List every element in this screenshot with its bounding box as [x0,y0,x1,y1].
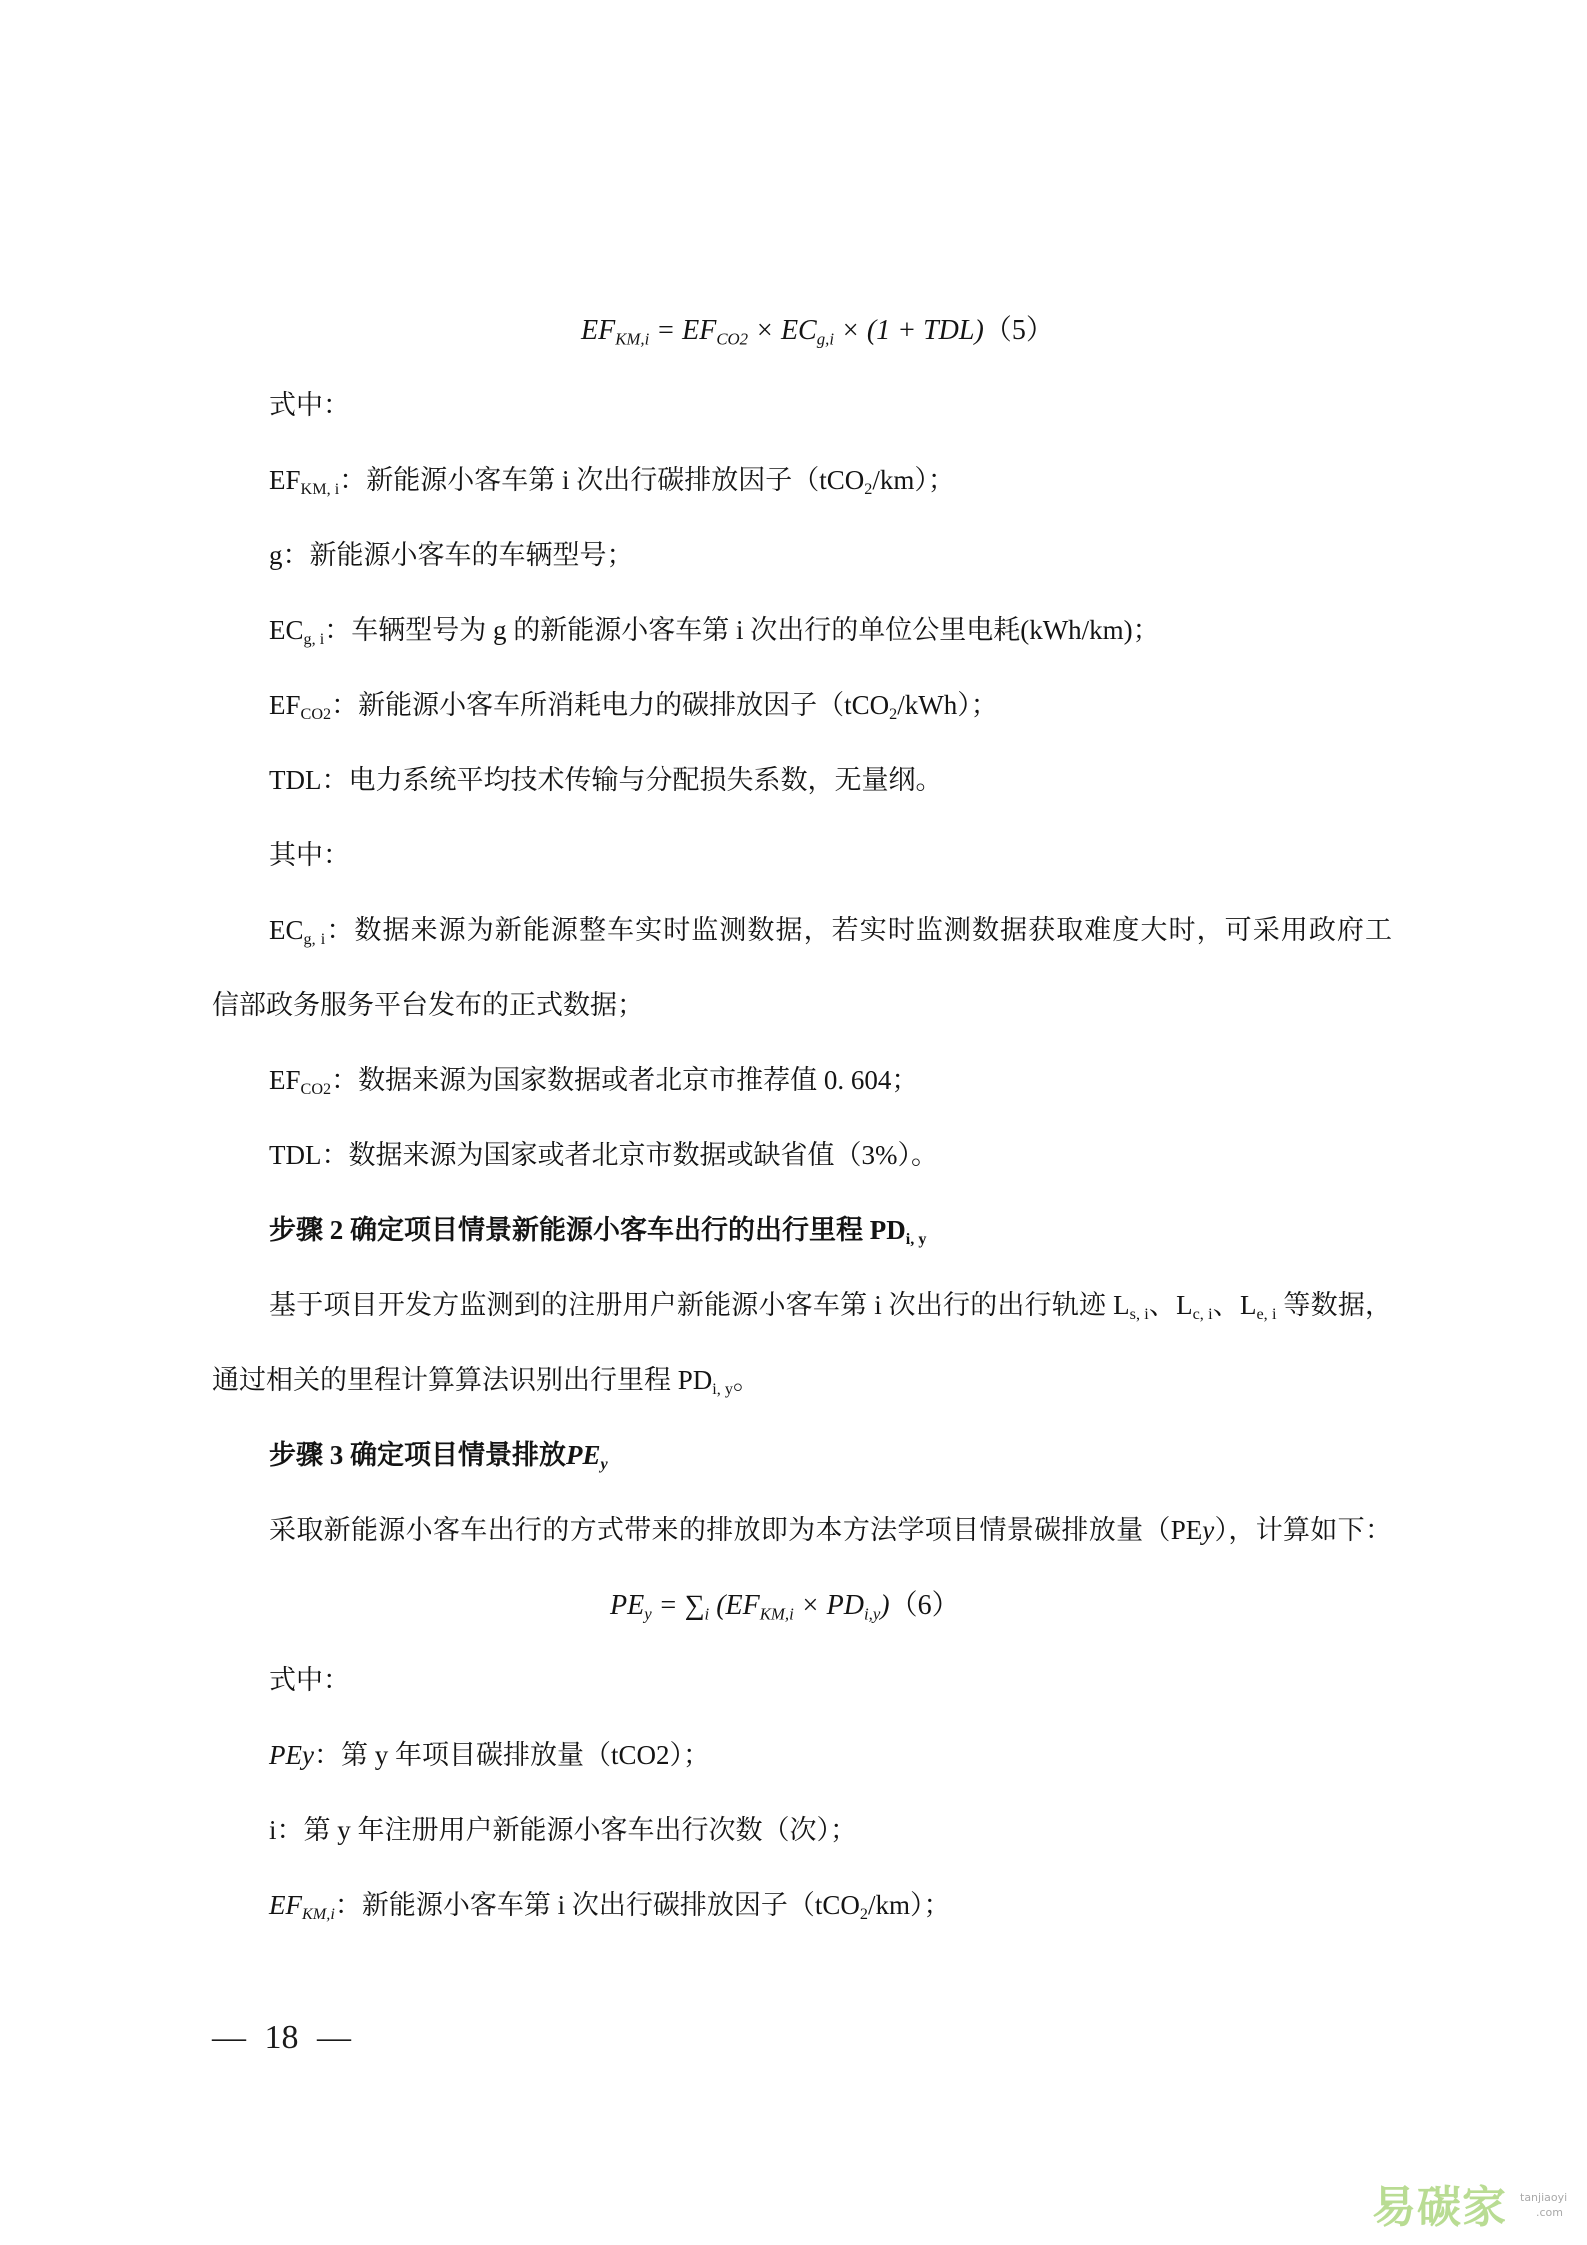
symbol: EF [269,1065,301,1095]
definition-tdl [212,743,1392,818]
symbol: EC [269,615,304,645]
formula-5 [212,293,1392,368]
source-ec-line-1 [212,893,1392,968]
step-3-heading-symbol: PE [566,1440,601,1470]
formula-6-number: （6） [889,1590,960,1621]
body-text: 通过相关的里程计算算法识别出行里程 PD [212,1365,713,1395]
definition-ef-km-italic [212,1868,1392,1943]
definition-text: ：新能源小客车所消耗电力的碳排放因子（tCO [331,690,890,720]
definition-text: ：第 y 年项目碳排放量（tCO2）； [313,1740,710,1770]
definition-text: ：新能源小客车第 i 次出行碳排放因子（tCO [334,1890,860,1920]
definition-ec [212,593,1392,668]
step-3-heading [212,1418,1392,1493]
definition-ef-co2 [212,668,1392,743]
symbol: EC [269,915,304,945]
definition-text: /kWh）； [897,690,998,720]
formula-6-subscript: i [704,1604,710,1624]
formula-5-term: × (1 + TDL) [834,315,984,346]
formula-5-term: × EC [748,315,817,346]
body-text: 、L [1148,1290,1193,1320]
definition-text: /km）； [872,465,955,495]
source-text: 信部政务服务平台发布的正式数据； [212,990,644,1020]
formula-6-subscript: i,y [863,1604,881,1624]
formula-6-term: PE [610,1590,645,1621]
symbol: EF [269,465,301,495]
watermark-domain-suffix: .com [1536,2206,1563,2219]
step-2-heading-subscript: i, y [905,1230,927,1249]
body-subscript: c, i [1192,1305,1213,1324]
step-2-heading-text: 步骤 2 确定项目情景新能源小客车出行的出行里程 PD [269,1215,906,1245]
step-3-heading-subscript: y [600,1455,608,1474]
watermark-domain-name: tanjiaoyi [1520,2191,1568,2204]
where-label [212,1643,1392,1718]
among-label-text: 其中： [269,840,350,870]
watermark-brand: 易碳家 [1372,2182,1507,2233]
source-ef-co2 [212,1043,1392,1118]
definition-text: ：新能源小客车第 i 次出行碳排放因子（tCO [339,465,865,495]
where-label-text: 式中： [269,1665,350,1695]
step-2-body-line-1 [212,1268,1392,1343]
unit-subscript: 2 [889,705,898,724]
step-2-body-line-2 [212,1343,1392,1418]
source-tdl [212,1118,1392,1193]
body-subscript: s, i [1129,1305,1149,1324]
formula-5-subscript: KM,i [615,329,650,349]
page-number: — 18 — [212,2019,351,2056]
document-body [212,293,1392,1943]
where-label-text: 式中： [269,390,350,420]
body-text: 基于项目开发方监测到的注册用户新能源小客车第 i 次出行的出行轨迹 L [269,1290,1130,1320]
unit-subscript: 2 [859,1905,868,1924]
definition-g [212,518,1392,593]
source-text: ：数据来源为新能源整车实时监测数据，若实时监测数据获取难度大时，可采用政府工 [325,915,1393,945]
symbol: PEy [269,1740,314,1770]
formula-5-term: EF [581,315,616,346]
formula-6-term: = ∑ [651,1590,705,1621]
where-label [212,368,1392,443]
watermark-domain [1520,2190,1567,2220]
formula-5-subscript: g,i [816,329,834,349]
body-subscript: i, y [712,1380,733,1399]
symbol-subscript: g, i [303,930,326,949]
symbol: EF [269,690,301,720]
body-text: ），计算如下： [1214,1515,1392,1545]
among-label [212,818,1392,893]
source-text: ：数据来源为国家数据或者北京市推荐值 0. 604； [331,1065,919,1095]
step-3-body [212,1493,1392,1568]
formula-6-term: × PD [793,1590,864,1621]
definition-ef-km [212,443,1392,518]
watermark-logo [1372,2178,1580,2238]
body-subscript: e, i [1256,1305,1277,1324]
symbol-subscript: CO2 [300,1080,332,1099]
formula-6 [212,1568,1392,1643]
formula-6-term: (EF [709,1590,760,1621]
symbol-subscript: g, i [303,630,325,649]
formula-6-term: ) [880,1590,890,1621]
body-text: 。 [732,1365,760,1395]
body-text: 、L [1212,1290,1257,1320]
formula-5-term: = EF [649,315,717,346]
symbol-subscript: KM,i [302,1905,335,1924]
symbol-subscript: CO2 [300,705,332,724]
formula-6-subscript: y [644,1604,652,1624]
symbol-subscript: KM, i [300,480,340,499]
definition-text: g：新能源小客车的车辆型号； [269,540,634,570]
source-ec-line-2 [212,968,1392,1043]
unit-subscript: 2 [864,480,873,499]
symbol: EF [269,1890,302,1920]
body-text: 采取新能源小客车出行的方式带来的排放即为本方法学项目情景碳排放量（PE [269,1515,1203,1545]
body-text: 等数据， [1276,1290,1393,1320]
formula-5-number: （5） [983,315,1054,346]
definition-i [212,1793,1392,1868]
step-3-heading-text: 步骤 3 确定项目情景排放 [269,1440,566,1470]
source-text: TDL：数据来源为国家或者北京市数据或缺省值（3%）。 [269,1140,938,1170]
definition-text: TDL：电力系统平均技术传输与分配损失系数，无量纲。 [269,765,943,795]
formula-5-subscript: CO2 [716,329,749,349]
formula-6-subscript: KM,i [759,1604,794,1624]
body-italic-symbol: y [1202,1515,1215,1545]
definition-text: i：第 y 年注册用户新能源小客车出行次数（次）； [269,1815,858,1845]
definition-pey [212,1718,1392,1793]
definition-text: /km）； [867,1890,951,1920]
step-2-heading [212,1193,1392,1268]
definition-text: ：车辆型号为 g 的新能源小客车第 i 次出行的单位公里电耗(kWh/km)； [324,615,1160,645]
